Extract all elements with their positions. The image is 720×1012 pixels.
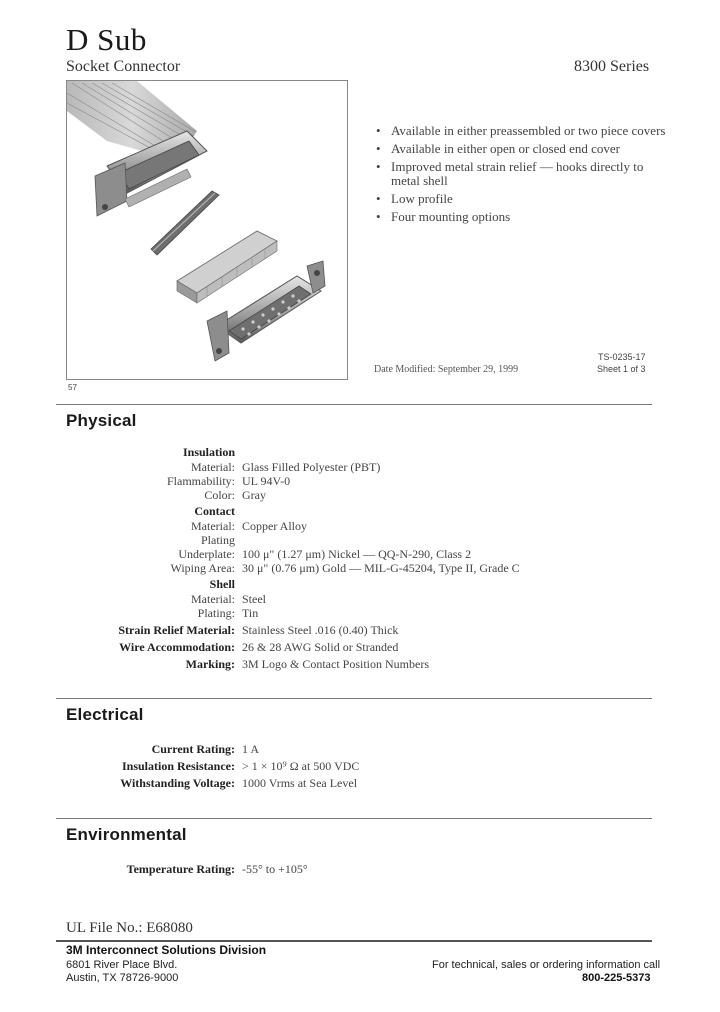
spec-value: 1 A <box>242 742 260 756</box>
spec-label: Temperature Rating: <box>126 862 235 876</box>
spec-value: -55° to +105° <box>242 862 308 876</box>
ts-number: TS-0235-17 <box>598 352 646 362</box>
spec-value: Glass Filled Polyester (PBT) <box>242 460 381 474</box>
spec-label: Insulation Resistance: <box>121 759 235 773</box>
feature-text: Available in either open or closed end cover <box>391 141 620 156</box>
spec-label: Plating <box>200 533 235 547</box>
spec-value: > 1 × 10⁹ Ω at 500 VDC <box>242 759 360 773</box>
footer-divider <box>56 940 652 942</box>
feature-item <box>374 192 674 206</box>
spec-value: Copper Alloy <box>242 519 307 533</box>
cover-part <box>177 231 277 303</box>
document-title: D Sub <box>66 22 147 57</box>
feature-item <box>374 210 674 224</box>
spec-label: Shell <box>209 577 235 591</box>
spec-label: Plating: <box>197 606 235 620</box>
phone-number: 800-225-5373 <box>582 972 651 984</box>
feature-item <box>374 142 674 156</box>
date-modified: Date Modified: September 29, 1999 <box>374 364 519 375</box>
spec-value: 3M Logo & Contact Position Numbers <box>242 657 429 671</box>
bullet-icon: • <box>376 209 381 224</box>
strain-relief-clip <box>151 191 219 255</box>
spec-value: 1000 Vrms at Sea Level <box>242 776 358 790</box>
spec-label: Marking: <box>185 657 235 671</box>
environmental-heading: Environmental <box>66 825 187 844</box>
feature-text: Improved metal strain relief — hooks directly to metal shell <box>391 159 644 188</box>
spec-label: Contact <box>194 504 235 518</box>
section-divider <box>56 404 652 405</box>
section-divider <box>56 698 652 699</box>
product-photo <box>66 80 348 380</box>
feature-item <box>374 160 674 188</box>
spec-value: 26 & 28 AWG Solid or Stranded <box>242 640 399 654</box>
address-line-1: 6801 River Place Blvd. <box>66 959 178 971</box>
spec-value: Stainless Steel .016 (0.40) Thick <box>242 623 399 637</box>
bullet-icon: • <box>376 123 381 138</box>
contact-text: For technical, sales or ordering information call <box>432 959 661 971</box>
electrical-heading: Electrical <box>66 705 144 724</box>
address-line-2: Austin, TX 78726-9000 <box>66 972 179 984</box>
section-divider <box>56 818 652 819</box>
ul-file-number: UL File No.: E68080 <box>66 920 193 936</box>
feature-text: Four mounting options <box>391 209 511 224</box>
spec-value: Tin <box>242 606 259 620</box>
spec-value: UL 94V-0 <box>242 474 291 488</box>
feature-text: Available in either preassembled or two piece covers <box>391 123 666 138</box>
division-name: 3M Interconnect Solutions Division <box>66 943 267 957</box>
spec-label: Flammability: <box>167 474 235 488</box>
spec-label: Material: <box>191 592 235 606</box>
spec-value: 100 μ" (1.27 μm) Nickel — QQ-N-290, Class 2 <box>242 547 472 561</box>
feature-item <box>374 124 674 138</box>
spec-value: Gray <box>242 488 266 502</box>
bullet-icon: • <box>376 191 381 206</box>
spec-label: Withstanding Voltage: <box>120 776 235 790</box>
spec-label: Material: <box>191 519 235 533</box>
spec-label: Underplate: <box>178 547 235 561</box>
bullet-icon: • <box>376 159 381 174</box>
feature-text: Low profile <box>391 191 453 206</box>
spec-label: Material: <box>191 460 235 474</box>
spec-label: Color: <box>204 488 235 502</box>
spec-label: Insulation <box>182 445 235 459</box>
spec-value: Steel <box>242 592 266 606</box>
spec-label: Current Rating: <box>151 742 235 756</box>
spec-label: Wire Accommodation: <box>119 640 235 654</box>
bullet-icon: • <box>376 141 381 156</box>
connector-illustration <box>67 81 347 379</box>
series-label: 8300 Series <box>574 58 650 75</box>
spec-value: 30 μ" (0.76 μm) Gold — MIL-G-45204, Type II, Grade C <box>242 561 520 575</box>
physical-heading: Physical <box>66 411 137 430</box>
spec-label: Wiping Area: <box>170 561 235 575</box>
document-subtitle: Socket Connector <box>66 58 181 75</box>
spec-label: Strain Relief Material: <box>118 623 235 637</box>
sheet-info: Sheet 1 of 3 <box>597 364 646 374</box>
page-number: 57 <box>68 383 77 392</box>
feature-list <box>374 124 674 228</box>
